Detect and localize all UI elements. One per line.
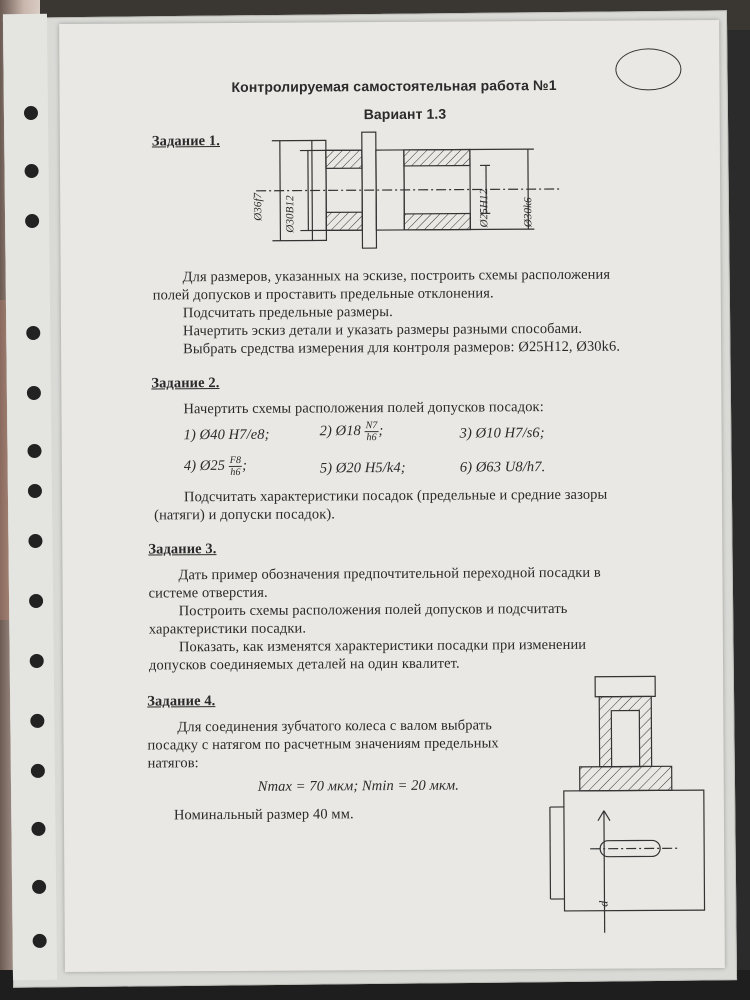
- fit-5: 5) Ø20 H5/k4;: [319, 459, 406, 477]
- punch-hole: [27, 386, 41, 400]
- punch-hole: [31, 822, 45, 836]
- worksheet-page: [59, 20, 725, 972]
- fit-3: 3) Ø10 H7/s6;: [459, 425, 545, 442]
- task4-heading: Задание 4.: [147, 693, 216, 710]
- task4-line-1: Для соединения зубчатого колеса с валом выбрать: [177, 717, 492, 736]
- punch-hole: [30, 654, 44, 668]
- task3-heading: Задание 3.: [148, 541, 217, 558]
- punch-hole: [24, 106, 38, 120]
- task1-sketch: [252, 129, 583, 261]
- punch-hole: [29, 594, 43, 608]
- punch-hole: [28, 484, 42, 498]
- page-title: Контролируемая самостоятельная работа №1: [231, 76, 557, 95]
- grade-oval: [615, 48, 681, 90]
- dim-30k6: Ø30k6: [522, 197, 535, 228]
- fit-4: 4) Ø25 $\frac{F8}{h6}$ ;: [183, 454, 248, 478]
- punch-hole: [32, 880, 46, 894]
- task1-line-2: полей допусков и проставить предельные отклонения.: [152, 285, 494, 304]
- task1-line-5: Выбрать средства измерения для контроля размеров: Ø25H12, Ø30k6.: [183, 338, 621, 358]
- task2-line-2: (натяги) и допуски посадок).: [154, 506, 336, 524]
- task4-line-2: посадку с натягом по расчетным значениям предельных: [147, 735, 499, 754]
- nominal-size: Номинальный размер 40 мм.: [173, 806, 354, 824]
- task3-line-6: допусков соединяемых деталей на один квалитет.: [148, 655, 460, 674]
- fit-2: 2) Ø18 $\frac{N7}{h6}$ ;: [319, 420, 384, 444]
- task2-line-1: Подсчитать характеристики посадок (предельные и средние зазоры: [183, 486, 608, 506]
- interference-values: Nmax = 70 мкм; Nmin = 20 мкм.: [257, 777, 459, 795]
- task1-line-3: Подсчитать предельные размеры.: [182, 303, 393, 322]
- punch-hole: [30, 714, 44, 728]
- task4-line-3: натягов:: [147, 755, 199, 772]
- dim-36f7: Ø36f7: [252, 192, 265, 221]
- punch-hole: [25, 164, 39, 178]
- punch-hole: [27, 444, 41, 458]
- task3-line-4: характеристики посадки.: [148, 620, 307, 638]
- dim-30b12: Ø30B12: [284, 195, 297, 233]
- punch-hole: [31, 764, 45, 778]
- task3-line-1: Дать пример обозначения предпочтительной переходной посадки в: [178, 564, 601, 584]
- fit-6: 6) Ø63 U8/h7.: [459, 459, 546, 476]
- task3-line-3: Построить схемы расположения полей допусков и подсчитать: [178, 600, 568, 620]
- task2-intro: Начертить схемы расположения полей допусков посадок:: [183, 399, 544, 418]
- punch-hole: [25, 214, 39, 228]
- variant-title: Вариант 1.3: [363, 105, 447, 123]
- gear-shaft-sketch: [539, 670, 725, 941]
- punch-hole: [28, 534, 42, 548]
- task2-heading: Задание 2.: [151, 375, 220, 392]
- fit-1: 1) Ø40 H7/e8;: [183, 426, 270, 444]
- dim-25h12: Ø25H12: [478, 188, 491, 228]
- task3-line-2: системе отверстия.: [148, 584, 268, 602]
- task1-line-1: Для размеров, указанных на эскизе, построить схемы расположения: [182, 266, 611, 286]
- punch-hole: [26, 326, 40, 340]
- punch-hole: [33, 934, 47, 948]
- task1-heading: Задание 1.: [151, 133, 221, 150]
- task1-line-4: Начертить эскиз детали и указать размеры разными способами.: [182, 320, 583, 340]
- dim-d-label: d: [596, 900, 611, 907]
- task3-line-5: Показать, как изменятся характеристики посадки при изменении: [178, 636, 587, 656]
